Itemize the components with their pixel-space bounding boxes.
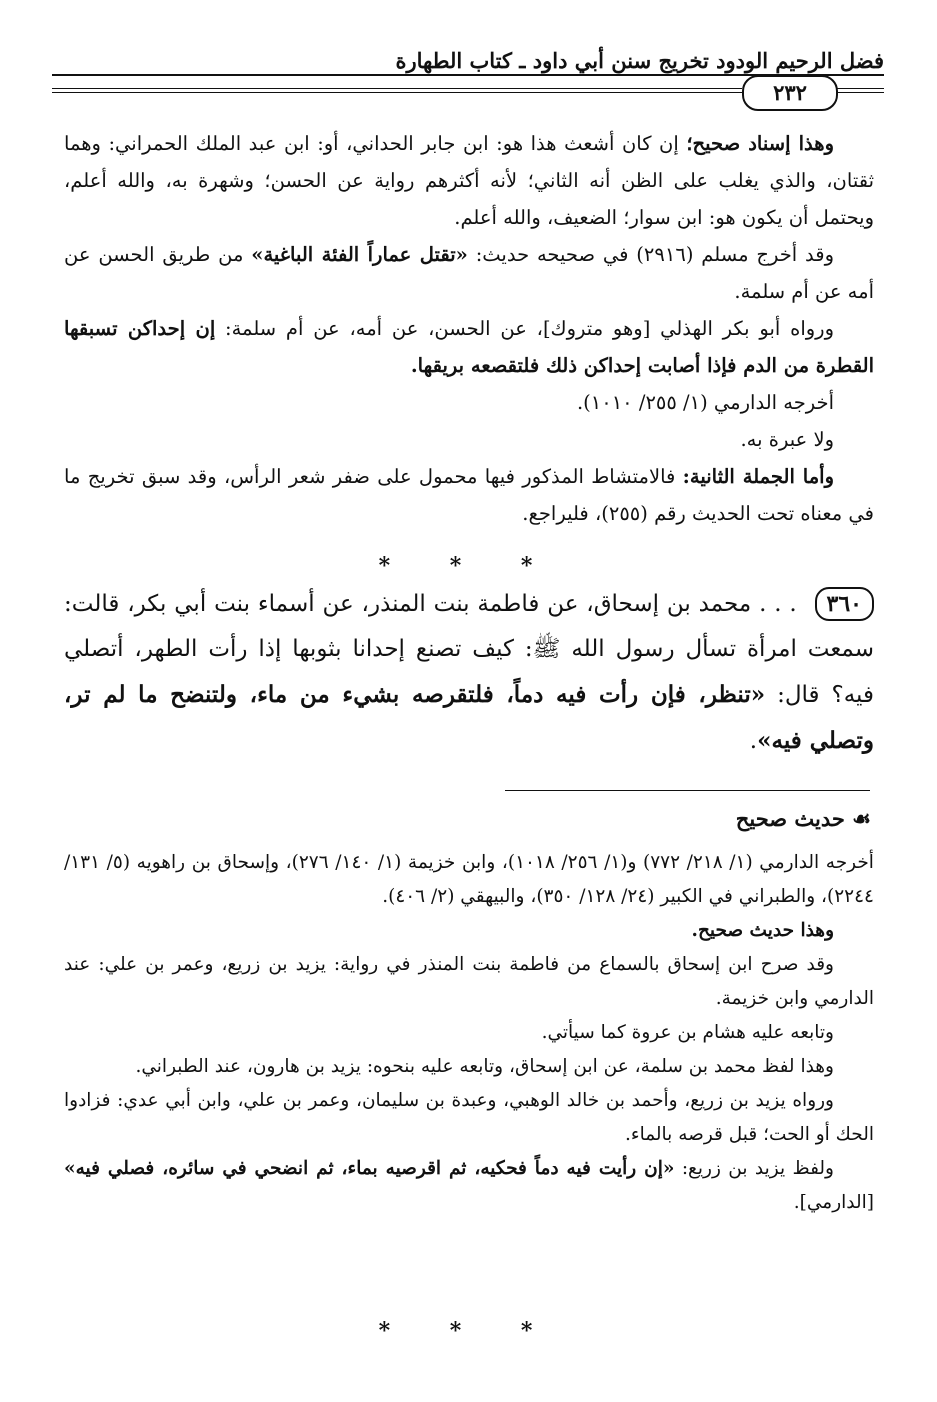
hadith-text-end: . xyxy=(749,728,758,754)
running-title: فضل الرحيم الودود تخريج سنن أبي داود ـ كتاب الطهارة xyxy=(395,48,884,73)
bold-phrase: وأما الجملة الثانية: xyxy=(682,465,835,488)
quoted-hadith: إن إحداكن تسبقها القطرة من الدم فإذا أصابت إحداكن ذلك فلتقصعه بريقها. xyxy=(64,317,874,377)
separator-stars-bottom: * * * xyxy=(378,1318,559,1344)
grading-paragraph xyxy=(64,914,874,948)
text: ولفظ يزيد بن زريع: xyxy=(674,1158,834,1179)
page-number: ٢٣٢ xyxy=(742,75,838,111)
paragraph: وهذا لفظ محمد بن سلمة، عن ابن إسحاق، وتابعه عليه بنحوه: يزيد بن هارون، عند الطبراني. xyxy=(135,1056,834,1077)
quoted-hadith: «تقتل عماراً الفئة الباغية» xyxy=(251,243,468,266)
ornament-line-right xyxy=(52,88,742,93)
text: فالامتشاط المذكور فيها محمول على ضفر شعر الرأس، وقد سبق تخريج ما في معناه تحت الحديث رقم (٢٥٥)، فليراجع. xyxy=(64,465,874,525)
separator-stars: * * * xyxy=(378,553,559,579)
quoted-wording: «إن رأيت فيه دماً فحكيه، ثم اقرصيه بماء، ثم انضحي في سائره، فصلي فيه» xyxy=(64,1158,675,1179)
hadith-text: . . . محمد بن إسحاق، عن فاطمة بنت المنذر، عن أسماء بنت أبي بكر، قالت: سمعت امرأة تسأل رسول الله ﷺ: كيف تصنع إحدانا بثوبها إذا رأت الطهر، أتصلي فيه؟ قال: xyxy=(64,591,874,708)
text: وقد أخرج مسلم (٢٩١٦) في صحيحه حديث: xyxy=(467,243,835,266)
section-title: حديث صحيح xyxy=(735,806,845,831)
paragraph: ورواه يزيد بن زريع، وأحمد بن خالد الوهبي، وعبدة بن سليمان، وعمر بن علي، وابن أبي عدي: فزادوا الحك أو الحت؛ قبل قرصه بالماء. xyxy=(64,1090,874,1145)
paragraph-1 xyxy=(64,125,874,236)
text: ورواه أبو بكر الهذلي [وهو متروك]، عن الحسن، عن أمه، عن أم سلمة: xyxy=(215,317,834,340)
hadith-matn: «تنظر، فإن رأت فيه دماً، فلتقرصه بشيء من ماء، ولتنضح ما لم تر، وتصلي فيه» xyxy=(64,681,874,754)
section-heading xyxy=(736,806,871,831)
upper-commentary xyxy=(64,125,874,532)
paragraph-5: ولا عبرة به. xyxy=(740,428,834,451)
bold-phrase: وهذا إسناد صحيح؛ xyxy=(686,132,834,155)
paragraph: وقد صرح ابن إسحاق بالسماع من فاطمة بنت المنذر في رواية: يزيد بن زريع، وعمر بن علي: عند الدارمي وابن خزيمة. xyxy=(64,954,874,1009)
book-icon: ☙ xyxy=(852,806,871,831)
text: [الدارمي]. xyxy=(793,1192,874,1213)
text: إن كان أشعث هذا هو: ابن جابر الحداني، أو: ابن عبد الملك الحمراني: وهما ثقتان، والذي يغلب على الظن أنه الثاني؛ لأنه أكثرهم رواية عن الحسن؛ وشهرة به، والله أعلم، ويحتمل أن يكون هو: ابن سوار؛ الضعيف، والله أعلم. xyxy=(64,132,874,229)
hadith-number: ٣٦٠ xyxy=(815,587,874,621)
hadith-block xyxy=(64,582,874,764)
paragraph: وتابعه عليه هشام بن عروة كما سيأتي. xyxy=(541,1022,834,1043)
paragraph xyxy=(64,1152,874,1220)
paragraph-4: أخرجه الدارمي (١/ ٢٥٥/ ١٠١٠). xyxy=(576,391,834,414)
ornament-line-left xyxy=(834,88,884,93)
takhrij-paragraph: أخرجه الدارمي (١/ ٢١٨/ ٧٧٢) و(١/ ٢٥٦/ ١٠١٨)، وابن خزيمة (١/ ١٤٠/ ٢٧٦)، وإسحاق بن راهويه (٥/ ١٣١/ ٢٢٤٤)، والطبراني في الكبير (٢٤/ ١٢٨/ ٣٥٠)، والبيهقي (٢/ ٤٠٦). xyxy=(64,852,874,907)
paragraph-2 xyxy=(64,236,874,310)
lower-commentary xyxy=(64,846,874,1220)
page-header xyxy=(52,44,884,114)
footnote-divider xyxy=(505,790,870,791)
grading: وهذا حديث صحيح. xyxy=(691,920,834,941)
paragraph-6 xyxy=(64,458,874,532)
page-number-ornament xyxy=(52,75,884,109)
text: من طريق الحسن عن أمه عن أم سلمة. xyxy=(64,243,874,303)
paragraph-3 xyxy=(64,310,874,384)
